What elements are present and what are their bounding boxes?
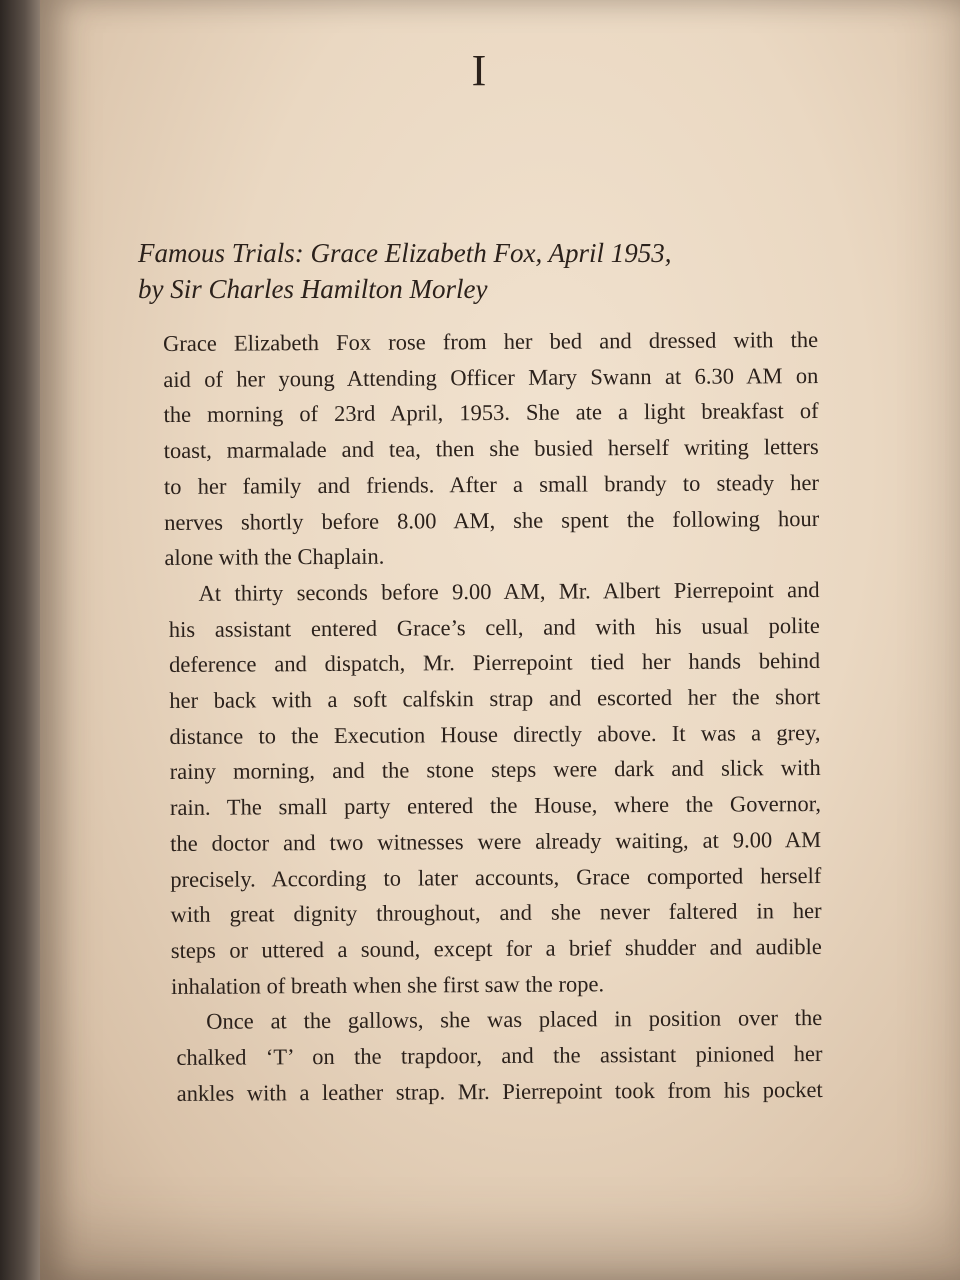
text-line: distance to the Execution House directly above. It was a grey, bbox=[169, 719, 821, 749]
text-line: aid of her young Attending Officer Mary Swann at 6.30 AM on bbox=[163, 362, 819, 392]
text-line: precisely. According to later accounts, Grace comported herself bbox=[170, 862, 822, 892]
text-line: the doctor and two witnesses were already waiting, at 9.00 AM bbox=[170, 826, 822, 856]
text-line: At thirty seconds before 9.00 AM, Mr. Albert Pierrepoint and bbox=[198, 576, 820, 606]
text-line: with great dignity throughout, and she never faltered in her bbox=[170, 898, 822, 928]
text-line: inhalation of breath when she first saw the rope. bbox=[170, 970, 605, 999]
heading-author-line: by Sir Charles Hamilton Morley bbox=[138, 274, 488, 304]
text-line: deference and dispatch, Mr. Pierrepoint tied her hands behind bbox=[168, 648, 821, 678]
text-line: rainy morning, and the stone steps were dark and slick with bbox=[169, 755, 821, 785]
text-line: to her family and friends. After a small brandy to steady her bbox=[163, 469, 820, 499]
paragraph-1 bbox=[163, 322, 820, 576]
body-text bbox=[163, 322, 823, 1111]
text-line: alone with the Chaplain. bbox=[164, 543, 385, 571]
heading-title-line: Famous Trials: Grace Elizabeth Fox, April 1953, bbox=[138, 238, 672, 268]
text-line: the morning of 23rd April, 1953. She ate a light breakfast of bbox=[163, 398, 819, 428]
text-line: his assistant entered Grace’s cell, and with his usual polite bbox=[168, 612, 820, 642]
paragraph-3 bbox=[176, 1000, 823, 1111]
text-line: Grace Elizabeth Fox rose from her bed and dressed with the bbox=[163, 326, 819, 356]
text-line: chalked ‘T’ on the trapdoor, and the assistant pinioned her bbox=[176, 1041, 823, 1070]
chapter-heading bbox=[138, 235, 838, 307]
text-line: steps or uttered a sound, except for a brief shudder and audible bbox=[170, 933, 822, 963]
chapter-number: I bbox=[471, 46, 489, 95]
text-line: her back with a soft calfskin strap and escorted her the short bbox=[169, 684, 821, 713]
paragraph-2 bbox=[169, 572, 823, 1004]
text-line: toast, marmalade and tea, then she busied herself writing letters bbox=[163, 434, 819, 464]
text-line: rain. The small party entered the House, where the Governor, bbox=[169, 791, 822, 821]
text-line: nerves shortly before 8.00 AM, she spent the following hour bbox=[164, 505, 820, 535]
text-line: Once at the gallows, she was placed in position over the bbox=[206, 1005, 823, 1035]
text-line: ankles with a leather strap. Mr. Pierrepoint took from his pocket bbox=[176, 1076, 823, 1106]
